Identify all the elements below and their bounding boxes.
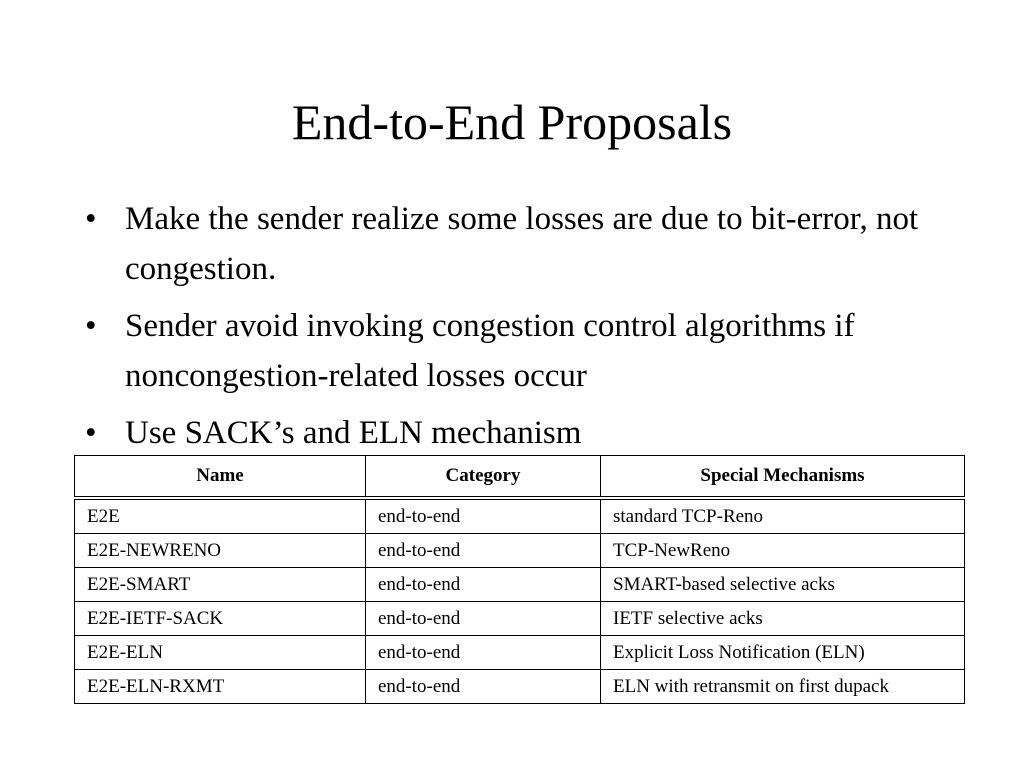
cell-mechanism: standard TCP-Reno <box>601 498 965 534</box>
cell-name: E2E-NEWRENO <box>75 534 366 568</box>
cell-mechanism: SMART-based selective acks <box>601 568 965 602</box>
bullet-text: Sender avoid invoking congestion control algorithms if noncongestion-related losses occur <box>125 308 855 394</box>
bullet-dot-icon: • <box>85 308 97 344</box>
cell-name: E2E-SMART <box>75 568 366 602</box>
bullet-item <box>85 301 965 401</box>
cell-name: E2E-ELN-RXMT <box>75 670 366 704</box>
cell-category: end-to-end <box>366 670 601 704</box>
table-row <box>75 534 965 568</box>
proposals-table <box>74 455 965 704</box>
header-name: Name <box>75 456 366 499</box>
cell-category: end-to-end <box>366 534 601 568</box>
cell-category: end-to-end <box>366 602 601 636</box>
header-special-mechanisms: Special Mechanisms <box>601 456 965 499</box>
proposals-table-container <box>74 455 964 705</box>
bullet-dot-icon: • <box>85 201 97 237</box>
bullet-text: Use SACK’s and ELN mechanism <box>125 415 582 451</box>
table-row <box>75 498 965 534</box>
table-row <box>75 636 965 670</box>
cell-mechanism: IETF selective acks <box>601 602 965 636</box>
slide-title: End-to-End Proposals <box>291 94 733 150</box>
cell-mechanism: ELN with retransmit on first dupack <box>601 670 965 704</box>
cell-mechanism: TCP-NewReno <box>601 534 965 568</box>
bullet-dot-icon: • <box>85 415 97 451</box>
cell-name: E2E-ELN <box>75 636 366 670</box>
cell-category: end-to-end <box>366 568 601 602</box>
bullet-list <box>85 194 965 465</box>
cell-mechanism: Explicit Loss Notification (ELN) <box>601 636 965 670</box>
bullet-text: Make the sender realize some losses are due to bit-error, not congestion. <box>125 201 919 287</box>
cell-category: end-to-end <box>366 636 601 670</box>
bullet-item <box>85 408 965 458</box>
table-row <box>75 602 965 636</box>
cell-category: end-to-end <box>366 498 601 534</box>
bullet-item <box>85 194 965 294</box>
table-row <box>75 568 965 602</box>
cell-name: E2E-IETF-SACK <box>75 602 366 636</box>
table-header-row <box>75 456 965 499</box>
header-category: Category <box>366 456 601 499</box>
cell-name: E2E <box>75 498 366 534</box>
table-row <box>75 670 965 704</box>
